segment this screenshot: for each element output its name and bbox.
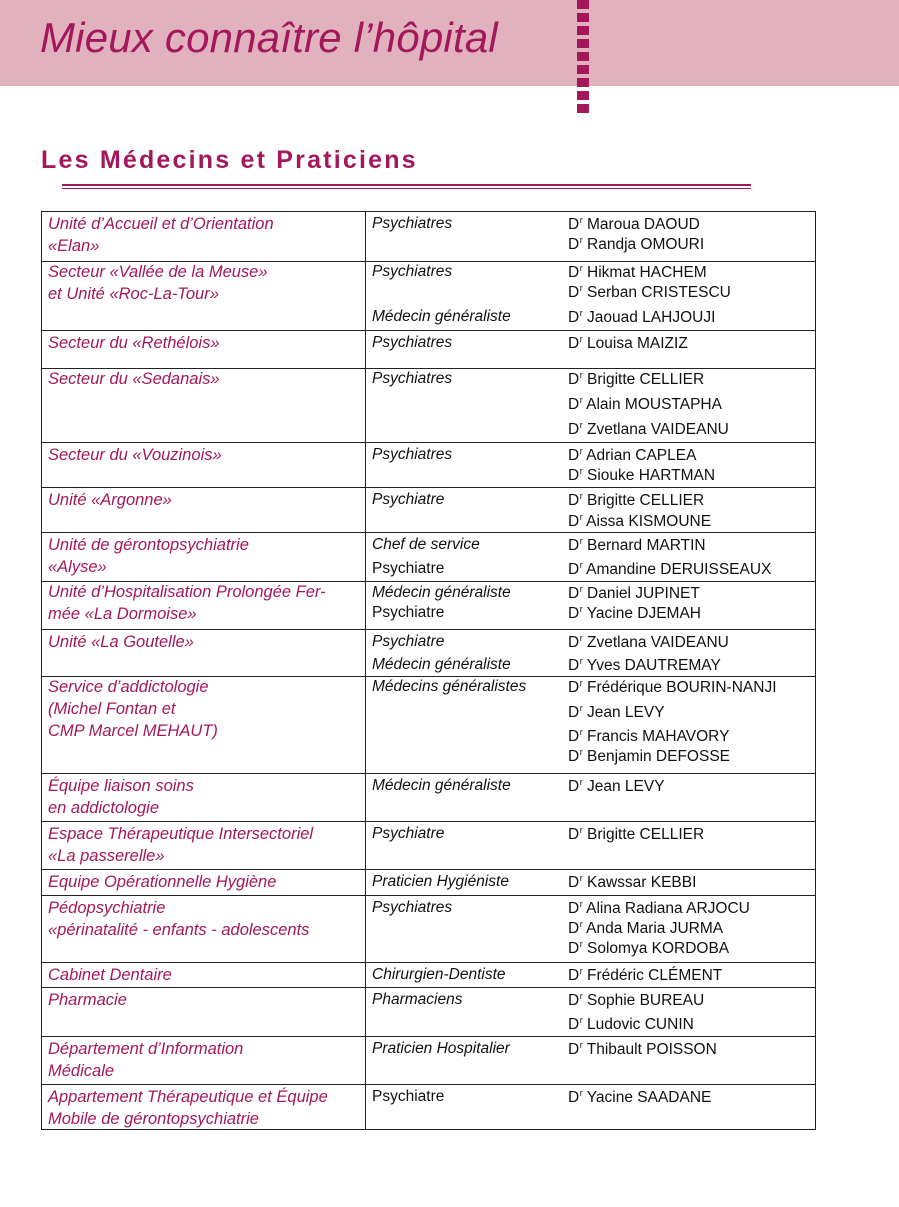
doctor-prefix-sup: r xyxy=(579,703,583,713)
role-label: Psychiatre xyxy=(372,1088,445,1105)
role-label: Psychiatre xyxy=(372,560,445,577)
doctor-fullname: Zvetlana VAIDEANU xyxy=(582,634,729,651)
doctor-fullname: Benjamin DEFOSSE xyxy=(582,748,731,765)
doctor-prefix: D xyxy=(568,585,580,602)
doctor-prefix: D xyxy=(568,421,580,438)
unit-name: Secteur du «Sedanais» xyxy=(48,370,220,388)
doctor-fullname: Hikmat HACHEM xyxy=(582,264,707,281)
decorative-dot xyxy=(577,13,589,22)
doctor-name xyxy=(568,1040,717,1059)
doctor-prefix-sup: r xyxy=(579,420,583,430)
doctor-name xyxy=(568,939,729,958)
doctor-name xyxy=(568,777,665,796)
doctor-fullname: Frédérique BOURIN-NANJI xyxy=(582,679,777,696)
doctor-name xyxy=(568,633,729,652)
table-row xyxy=(42,212,815,261)
role-label: Pharmaciens xyxy=(372,991,463,1008)
doctor-prefix: D xyxy=(568,920,580,937)
unit-name: Espace Thérapeutique Intersectoriel xyxy=(48,825,314,843)
doctor-name xyxy=(568,899,750,918)
doctor-fullname: Yacine DJEMAH xyxy=(582,605,702,622)
doctor-prefix: D xyxy=(568,728,580,745)
unit-name: «Elan» xyxy=(48,237,100,255)
unit-name: Équipe liaison soins xyxy=(48,777,194,795)
doctor-fullname: Solomya KORDOBA xyxy=(582,940,730,957)
unit-name: mée «La Dormoise» xyxy=(48,605,197,623)
decorative-dot xyxy=(577,26,589,35)
doctor-prefix-sup: r xyxy=(579,215,583,225)
doctor-fullname: Adrian CAPLEA xyxy=(582,447,697,464)
unit-name: Unité «La Goutelle» xyxy=(48,633,194,651)
doctor-name xyxy=(568,873,696,892)
doctor-prefix-sup: r xyxy=(579,604,583,614)
role-label: Psychiatre xyxy=(372,633,445,650)
table-row xyxy=(42,1036,815,1084)
doctor-name xyxy=(568,491,704,510)
doctor-prefix: D xyxy=(568,371,580,388)
doctor-fullname: Francis MAHAVORY xyxy=(582,728,730,745)
doctor-prefix-sup: r xyxy=(579,395,583,405)
doctor-prefix: D xyxy=(568,967,580,984)
doctor-name xyxy=(568,370,704,389)
doctor-prefix-sup: r xyxy=(579,1040,583,1050)
unit-name: Département d’Information xyxy=(48,1040,244,1058)
doctor-fullname: Daniel JUPINET xyxy=(582,585,700,602)
doctor-prefix-sup: r xyxy=(579,334,583,344)
doctor-fullname: Randja OMOURI xyxy=(582,236,705,253)
doctor-prefix: D xyxy=(568,992,580,1009)
doctor-name xyxy=(568,446,696,465)
doctor-name xyxy=(568,678,777,697)
doctor-name xyxy=(568,584,700,603)
doctor-fullname: Anda Maria JURMA xyxy=(582,920,724,937)
doctor-prefix: D xyxy=(568,264,580,281)
unit-name: Unité d’Accueil et d’Orientation xyxy=(48,215,274,233)
doctor-prefix-sup: r xyxy=(579,1015,583,1025)
unit-name: Appartement Thérapeutique et Équipe xyxy=(48,1088,328,1106)
doctor-name xyxy=(568,215,700,234)
role-label: Médecins généralistes xyxy=(372,678,527,695)
role-label: Médecin généraliste xyxy=(372,777,511,794)
doctor-fullname: Serban CRISTESCU xyxy=(582,284,731,301)
doctor-name xyxy=(568,604,701,623)
doctor-prefix: D xyxy=(568,561,580,578)
unit-name: Pédopsychiatrie xyxy=(48,899,166,917)
doctor-fullname: Jean LEVY xyxy=(582,704,665,721)
unit-name: CMP Marcel MEHAUT) xyxy=(48,722,218,740)
unit-name: «Alyse» xyxy=(48,558,107,576)
table-row xyxy=(42,261,815,330)
unit-name: en addictologie xyxy=(48,799,160,817)
section-title: Les Médecins et Praticiens xyxy=(41,146,418,174)
decorative-dot xyxy=(577,78,589,87)
doctor-fullname: Siouke HARTMAN xyxy=(582,467,716,484)
role-label: Psychiatres xyxy=(372,263,453,280)
decorative-dot xyxy=(577,104,589,113)
unit-name: Secteur «Vallée de la Meuse» xyxy=(48,263,268,281)
doctor-prefix: D xyxy=(568,704,580,721)
unit-name: et Unité «Roc-La-Tour» xyxy=(48,285,219,303)
doctor-fullname: Maroua DAOUD xyxy=(582,216,700,233)
doctor-name xyxy=(568,263,707,282)
doctor-prefix-sup: r xyxy=(579,747,583,757)
table-row xyxy=(42,368,815,442)
doctor-name xyxy=(568,825,704,844)
title-underline xyxy=(62,184,751,186)
doctor-fullname: Louisa MAIZIZ xyxy=(582,335,688,352)
doctor-prefix-sup: r xyxy=(579,1088,583,1098)
doctor-prefix-sup: r xyxy=(579,263,583,273)
doctor-name xyxy=(568,656,721,675)
role-label: Praticien Hygiéniste xyxy=(372,873,509,890)
table-row xyxy=(42,1084,815,1129)
decorative-dot xyxy=(577,52,589,61)
doctor-fullname: Alina Radiana ARJOCU xyxy=(582,900,750,917)
doctor-name xyxy=(568,536,706,555)
doctor-fullname: Brigitte CELLIER xyxy=(582,492,705,509)
doctor-name xyxy=(568,727,729,746)
doctor-prefix: D xyxy=(568,940,580,957)
role-label: Chirurgien-Dentiste xyxy=(372,966,506,983)
unit-name: Service d’addictologie xyxy=(48,678,209,696)
table-row xyxy=(42,895,815,962)
doctor-prefix-sup: r xyxy=(579,283,583,293)
decorative-dot xyxy=(577,65,589,74)
doctor-name xyxy=(568,1015,694,1034)
table-row xyxy=(42,581,815,629)
unit-name: Secteur du «Vouzinois» xyxy=(48,446,222,464)
doctor-prefix-sup: r xyxy=(579,919,583,929)
doctor-prefix: D xyxy=(568,396,580,413)
doctor-prefix: D xyxy=(568,537,580,554)
table-row xyxy=(42,629,815,676)
doctor-fullname: Kawssar KEBBI xyxy=(582,874,697,891)
role-label: Psychiatres xyxy=(372,899,453,916)
doctor-name xyxy=(568,966,722,985)
doctor-prefix-sup: r xyxy=(579,370,583,380)
doctor-prefix: D xyxy=(568,467,580,484)
doctor-prefix-sup: r xyxy=(579,899,583,909)
doctor-prefix: D xyxy=(568,634,580,651)
doctor-prefix: D xyxy=(568,826,580,843)
title-underline-thin xyxy=(62,188,751,189)
doctor-name xyxy=(568,283,731,302)
doctor-name xyxy=(568,395,722,414)
table-row xyxy=(42,821,815,869)
doctor-prefix-sup: r xyxy=(579,235,583,245)
doctor-fullname: Ludovic CUNIN xyxy=(582,1016,694,1033)
doctor-name xyxy=(568,560,771,579)
decorative-dot xyxy=(577,91,589,100)
doctor-fullname: Zvetlana VAIDEANU xyxy=(582,421,729,438)
role-label: Psychiatre xyxy=(372,491,445,508)
role-label: Médecin généraliste xyxy=(372,656,511,673)
doctor-name xyxy=(568,235,704,254)
doctor-name xyxy=(568,991,704,1010)
doctor-prefix: D xyxy=(568,874,580,891)
doctor-prefix-sup: r xyxy=(579,966,583,976)
doctor-prefix: D xyxy=(568,679,580,696)
role-label: Praticien Hospitalier xyxy=(372,1040,510,1057)
doctor-prefix: D xyxy=(568,748,580,765)
doctor-fullname: Yacine SAADANE xyxy=(582,1089,712,1106)
doctor-name xyxy=(568,512,711,531)
decorative-dot xyxy=(577,39,589,48)
doctor-fullname: Thibault POISSON xyxy=(582,1041,717,1058)
doctor-prefix-sup: r xyxy=(579,466,583,476)
doctor-prefix-sup: r xyxy=(579,512,583,522)
doctor-prefix: D xyxy=(568,216,580,233)
table-row xyxy=(42,962,815,987)
doctor-fullname: Alain MOUSTAPHA xyxy=(582,396,722,413)
role-label: Psychiatres xyxy=(372,370,453,387)
doctor-prefix: D xyxy=(568,1089,580,1106)
unit-name: «périnatalité - enfants - adolescents xyxy=(48,921,310,939)
doctor-prefix-sup: r xyxy=(579,491,583,501)
doctor-name xyxy=(568,747,730,766)
doctor-prefix: D xyxy=(568,605,580,622)
decorative-dot xyxy=(577,0,589,9)
doctor-name xyxy=(568,466,715,485)
table-row xyxy=(42,442,815,487)
unit-name: Unité de gérontopsychiatrie xyxy=(48,536,249,554)
doctor-prefix: D xyxy=(568,900,580,917)
doctor-fullname: Aissa KISMOUNE xyxy=(582,513,712,530)
unit-name: Médicale xyxy=(48,1062,115,1080)
unit-name: Unité d’Hospitalisation Prolongée Fer- xyxy=(48,583,326,601)
doctor-prefix: D xyxy=(568,447,580,464)
doctor-prefix: D xyxy=(568,284,580,301)
doctor-prefix-sup: r xyxy=(579,633,583,643)
doctor-prefix-sup: r xyxy=(579,446,583,456)
table-row xyxy=(42,773,815,821)
doctor-fullname: Amandine DERUISSEAUX xyxy=(582,561,772,578)
doctor-name xyxy=(568,1088,711,1107)
doctor-prefix-sup: r xyxy=(579,536,583,546)
table-row xyxy=(42,487,815,532)
role-label: Psychiatre xyxy=(372,825,445,842)
doctor-fullname: Jaouad LAHJOUJI xyxy=(582,309,716,326)
role-label: Psychiatre xyxy=(372,604,445,621)
role-label: Psychiatres xyxy=(372,446,453,463)
unit-name: Mobile de gérontopsychiatrie xyxy=(48,1110,259,1128)
role-label: Chef de service xyxy=(372,536,480,553)
doctor-prefix: D xyxy=(568,492,580,509)
doctor-fullname: Bernard MARTIN xyxy=(582,537,706,554)
role-label: Médecin généraliste xyxy=(372,308,511,325)
doctors-table xyxy=(41,211,816,1130)
doctor-prefix-sup: r xyxy=(579,873,583,883)
doctor-prefix-sup: r xyxy=(579,939,583,949)
doctor-prefix: D xyxy=(568,236,580,253)
doctor-name xyxy=(568,308,715,327)
role-label: Psychiatres xyxy=(372,334,453,351)
doctor-prefix-sup: r xyxy=(579,560,583,570)
decorative-dots xyxy=(577,0,589,118)
unit-name: Pharmacie xyxy=(48,991,127,1009)
unit-name: «La passerelle» xyxy=(48,847,165,865)
unit-name: Cabinet Dentaire xyxy=(48,966,172,984)
doctor-prefix-sup: r xyxy=(579,991,583,1001)
doctor-prefix-sup: r xyxy=(579,727,583,737)
doctor-prefix-sup: r xyxy=(579,777,583,787)
doctor-fullname: Brigitte CELLIER xyxy=(582,826,705,843)
doctor-prefix: D xyxy=(568,309,580,326)
table-row xyxy=(42,532,815,581)
doctor-prefix-sup: r xyxy=(579,656,583,666)
doctor-name xyxy=(568,703,665,722)
doctor-prefix: D xyxy=(568,1041,580,1058)
doctor-fullname: Jean LEVY xyxy=(582,778,665,795)
doctor-prefix: D xyxy=(568,778,580,795)
role-label: Psychiatres xyxy=(372,215,453,232)
table-row xyxy=(42,330,815,368)
unit-name: (Michel Fontan et xyxy=(48,700,176,718)
page-title: Mieux connaître l’hôpital xyxy=(40,14,498,61)
doctor-prefix-sup: r xyxy=(579,584,583,594)
doctor-prefix: D xyxy=(568,1016,580,1033)
doctor-prefix: D xyxy=(568,513,580,530)
doctor-name xyxy=(568,420,729,439)
doctor-fullname: Yves DAUTREMAY xyxy=(582,657,721,674)
role-label: Médecin généraliste xyxy=(372,584,511,601)
doctor-fullname: Sophie BUREAU xyxy=(582,992,705,1009)
doctor-prefix-sup: r xyxy=(579,825,583,835)
unit-name: Unité «Argonne» xyxy=(48,491,172,509)
doctor-fullname: Frédéric CLÉMENT xyxy=(582,967,723,984)
table-row xyxy=(42,869,815,895)
doctor-prefix: D xyxy=(568,335,580,352)
doctor-name xyxy=(568,919,723,938)
doctor-fullname: Brigitte CELLIER xyxy=(582,371,705,388)
unit-name: Secteur du «Rethélois» xyxy=(48,334,220,352)
table-row xyxy=(42,987,815,1036)
table-row xyxy=(42,676,815,773)
doctor-name xyxy=(568,334,688,353)
unit-name: Equipe Opérationnelle Hygiène xyxy=(48,873,277,891)
doctor-prefix-sup: r xyxy=(579,678,583,688)
doctor-prefix: D xyxy=(568,657,580,674)
doctor-prefix-sup: r xyxy=(579,308,583,318)
